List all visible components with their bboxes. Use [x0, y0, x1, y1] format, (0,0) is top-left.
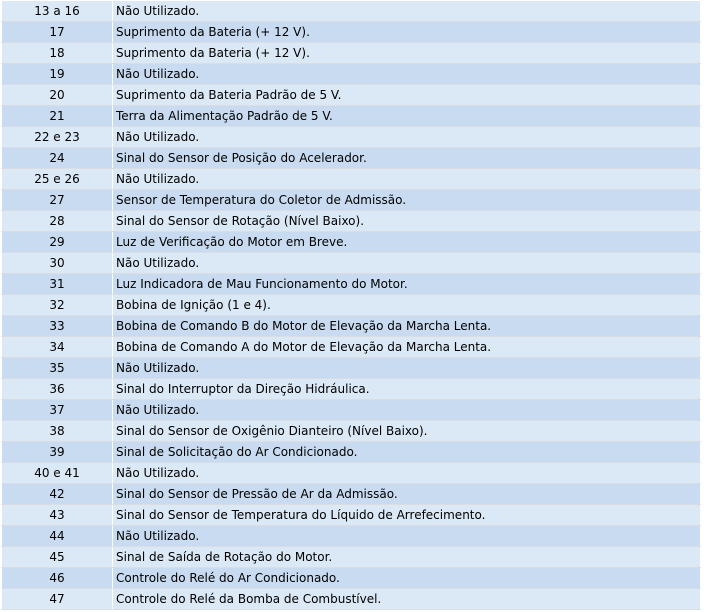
table-row — [2, 232, 701, 253]
table-row — [2, 316, 701, 337]
table-row — [2, 358, 701, 379]
pin-description-cell: Suprimento da Bateria Padrão de 5 V. — [113, 85, 701, 106]
pin-number-cell: 24 — [2, 148, 113, 169]
pin-description-cell: Sinal do Interruptor da Direção Hidráulica. — [113, 379, 701, 400]
table-row — [2, 148, 701, 169]
table-row — [2, 505, 701, 526]
table-row — [2, 442, 701, 463]
pin-number-cell: 35 — [2, 358, 113, 379]
pin-number-cell: 40 e 41 — [2, 463, 113, 484]
pin-number-cell: 36 — [2, 379, 113, 400]
pin-description-cell: Suprimento da Bateria (+ 12 V). — [113, 22, 701, 43]
pin-number-cell: 13 a 16 — [2, 1, 113, 22]
table-row — [2, 589, 701, 610]
pin-number-cell: 39 — [2, 442, 113, 463]
pin-description-cell: Bobina de Comando B do Motor de Elevação da Marcha Lenta. — [113, 316, 701, 337]
table-row — [2, 106, 701, 127]
pin-number-cell: 46 — [2, 568, 113, 589]
pin-description-cell: Terra da Alimentação Padrão de 5 V. — [113, 106, 701, 127]
pin-description-cell: Não Utilizado. — [113, 64, 701, 85]
pin-number-cell: 32 — [2, 295, 113, 316]
table-row — [2, 547, 701, 568]
pin-description-cell: Sinal do Sensor de Temperatura do Líquido de Arrefecimento. — [113, 505, 701, 526]
pin-number-cell: 28 — [2, 211, 113, 232]
table-row — [2, 22, 701, 43]
table-row — [2, 484, 701, 505]
pin-assignment-table — [1, 0, 701, 610]
pin-description-cell: Sinal do Sensor de Rotação (Nível Baixo). — [113, 211, 701, 232]
pin-number-cell: 17 — [2, 22, 113, 43]
pin-description-cell: Sinal do Sensor de Posição do Acelerador. — [113, 148, 701, 169]
pin-description-cell: Não Utilizado. — [113, 400, 701, 421]
table-row — [2, 463, 701, 484]
pin-number-cell: 30 — [2, 253, 113, 274]
pin-table-body — [2, 1, 701, 610]
pin-number-cell: 22 e 23 — [2, 127, 113, 148]
pin-number-cell: 43 — [2, 505, 113, 526]
table-row — [2, 274, 701, 295]
pin-description-cell: Não Utilizado. — [113, 253, 701, 274]
table-row — [2, 169, 701, 190]
pin-number-cell: 33 — [2, 316, 113, 337]
pin-description-cell: Bobina de Comando A do Motor de Elevação da Marcha Lenta. — [113, 337, 701, 358]
pin-description-cell: Luz Indicadora de Mau Funcionamento do Motor. — [113, 274, 701, 295]
pin-description-cell: Suprimento da Bateria (+ 12 V). — [113, 43, 701, 64]
pin-number-cell: 44 — [2, 526, 113, 547]
pin-description-cell: Não Utilizado. — [113, 358, 701, 379]
table-row — [2, 337, 701, 358]
table-row — [2, 43, 701, 64]
pin-description-cell: Sensor de Temperatura do Coletor de Admissão. — [113, 190, 701, 211]
table-row — [2, 127, 701, 148]
pin-number-cell: 20 — [2, 85, 113, 106]
pin-description-cell: Controle do Relé da Bomba de Combustível. — [113, 589, 701, 610]
table-row — [2, 253, 701, 274]
pin-description-cell: Sinal de Solicitação do Ar Condicionado. — [113, 442, 701, 463]
table-row — [2, 295, 701, 316]
pin-number-cell: 37 — [2, 400, 113, 421]
pin-number-cell: 34 — [2, 337, 113, 358]
pin-number-cell: 19 — [2, 64, 113, 85]
pin-number-cell: 31 — [2, 274, 113, 295]
pin-description-cell: Sinal de Saída de Rotação do Motor. — [113, 547, 701, 568]
pin-description-cell: Não Utilizado. — [113, 526, 701, 547]
table-row — [2, 85, 701, 106]
pin-number-cell: 25 e 26 — [2, 169, 113, 190]
pin-description-cell: Bobina de Ignição (1 e 4). — [113, 295, 701, 316]
pin-number-cell: 27 — [2, 190, 113, 211]
table-row — [2, 421, 701, 442]
pin-description-cell: Controle do Relé do Ar Condicionado. — [113, 568, 701, 589]
pin-description-cell: Sinal do Sensor de Oxigênio Dianteiro (Nível Baixo). — [113, 421, 701, 442]
pin-number-cell: 45 — [2, 547, 113, 568]
table-row — [2, 1, 701, 22]
table-row — [2, 211, 701, 232]
table-row — [2, 526, 701, 547]
table-row — [2, 379, 701, 400]
table-row — [2, 64, 701, 85]
pin-number-cell: 18 — [2, 43, 113, 64]
pin-description-cell: Não Utilizado. — [113, 463, 701, 484]
pin-description-cell: Não Utilizado. — [113, 169, 701, 190]
pin-description-cell: Luz de Verificação do Motor em Breve. — [113, 232, 701, 253]
pin-number-cell: 21 — [2, 106, 113, 127]
pin-number-cell: 29 — [2, 232, 113, 253]
pin-number-cell: 42 — [2, 484, 113, 505]
table-row — [2, 400, 701, 421]
table-row — [2, 568, 701, 589]
pin-description-cell: Não Utilizado. — [113, 1, 701, 22]
pin-number-cell: 38 — [2, 421, 113, 442]
pin-description-cell: Não Utilizado. — [113, 127, 701, 148]
pin-description-cell: Sinal do Sensor de Pressão de Ar da Admissão. — [113, 484, 701, 505]
pin-number-cell: 47 — [2, 589, 113, 610]
table-row — [2, 190, 701, 211]
